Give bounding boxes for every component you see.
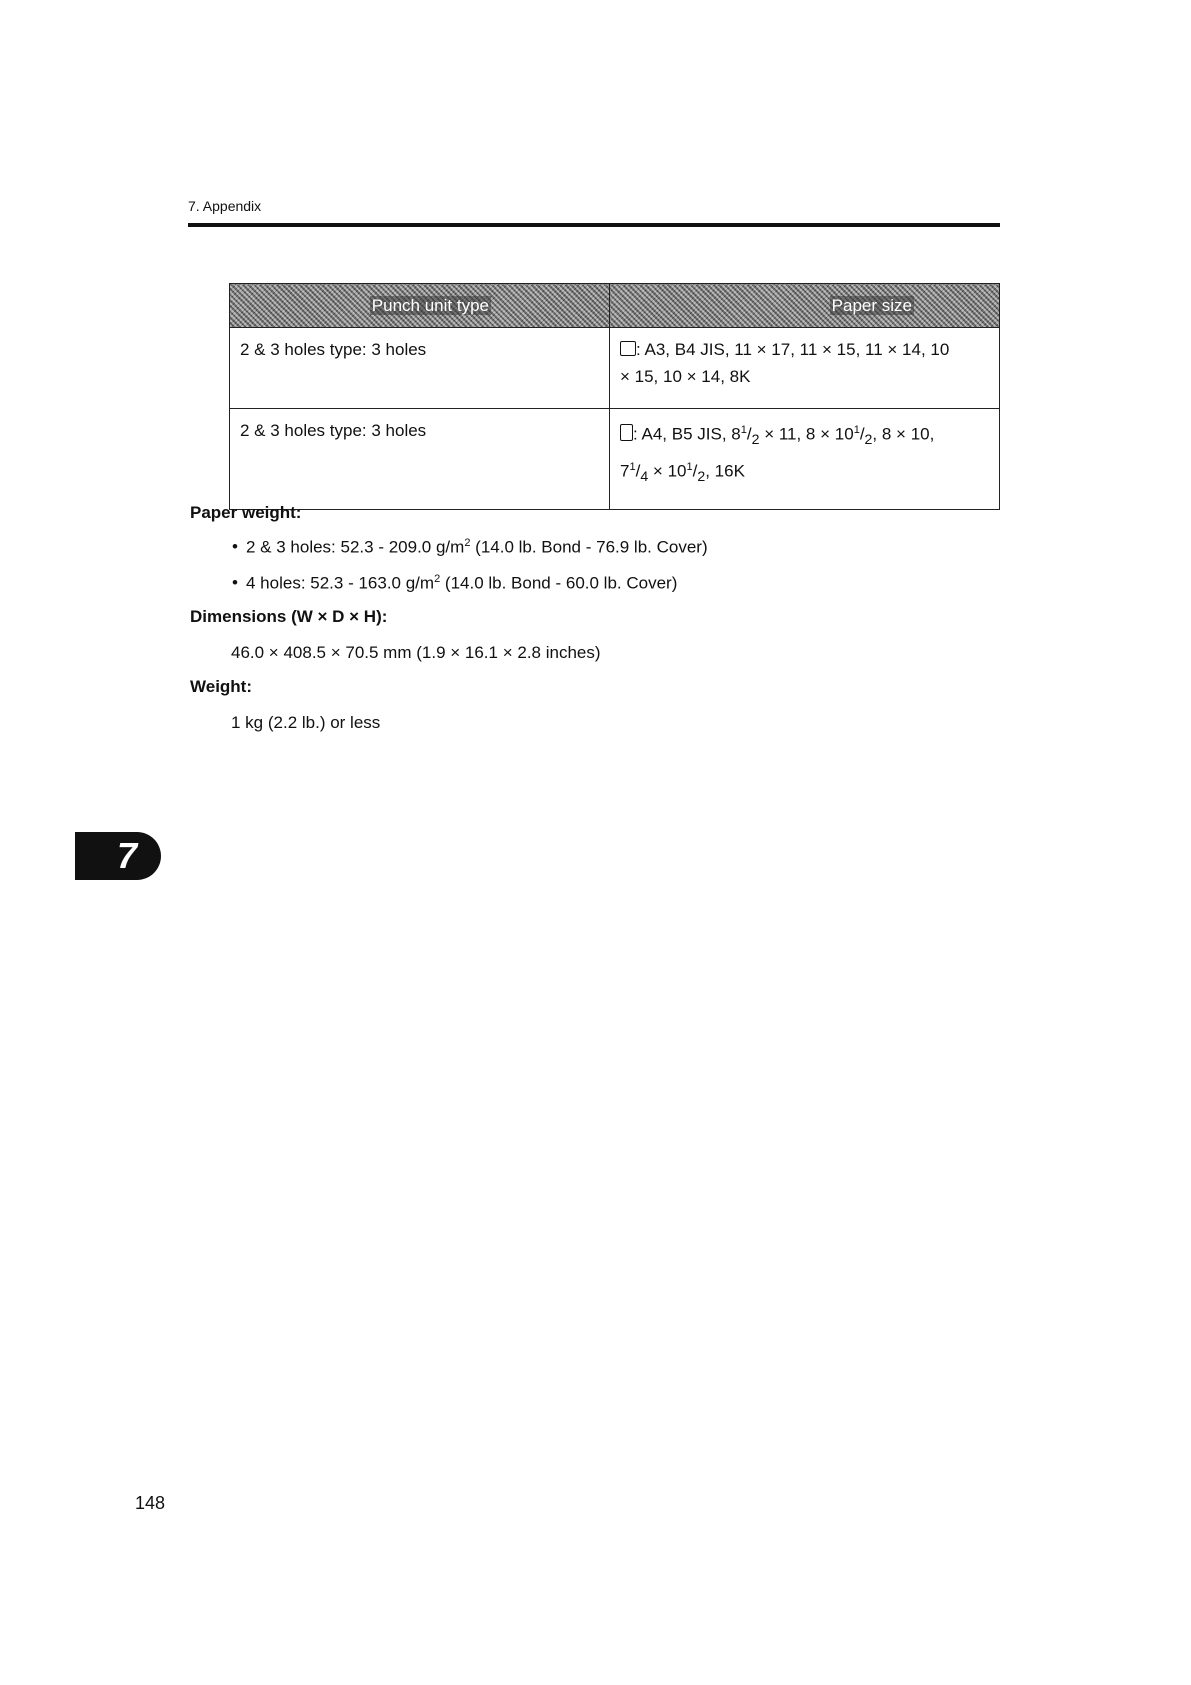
header-rule [188,223,1000,227]
landscape-paper-icon [620,341,636,356]
portrait-paper-icon [620,424,633,441]
list-item: • 4 holes: 52.3 - 163.0 $g/m^2$ (14.0 lb. Bond - 60.0 lb. Cover) [246,573,677,594]
table-row [230,328,1000,409]
header-punch-unit-type: Punch unit type [230,284,610,328]
page-number: 148 [135,1493,166,1513]
paper-weight-label: Paper weight: [190,503,302,522]
weight-label: Weight: [190,677,253,696]
weight-value: 1 kg (2.2 lb.) or less [231,713,381,732]
dimensions-value: 46.0 × 408.5 × 70.5 mm (1.9 × 16.1 × 2.8 inches) [231,643,601,662]
dimensions-label: Dimensions (W × D × H): [190,607,388,626]
list-item: • 2 & 3 holes: 52.3 - 209.0 $g/m^2$ (14.0 lb. Bond - 76.9 lb. Cover) [246,537,708,558]
running-header: 7. Appendix [188,198,262,214]
table-row [230,409,1000,510]
punch-type-cell: 2 & 3 holes type: 3 holes [230,328,610,409]
table-header-row [230,284,1000,328]
punch-type-cell: 2 & 3 holes type: 3 holes [230,409,610,510]
paper-size-cell: : A3, B4 JIS, 11 × 17, 11 × 15, 11 × 14, 10 × 15, 10 × 14, 8K [610,328,1000,409]
chapter-tab: 7 [75,832,161,880]
header-paper-size: Paper size [610,284,1000,328]
paper-size-cell: : A4, B5 JIS, $8^1/_2 \times 11$, $8 \times 10^1/_2$, 8 × 10, $7^1/_4 \times 10^1/_2$, 16K [610,409,1000,510]
spec-table [229,283,1000,510]
